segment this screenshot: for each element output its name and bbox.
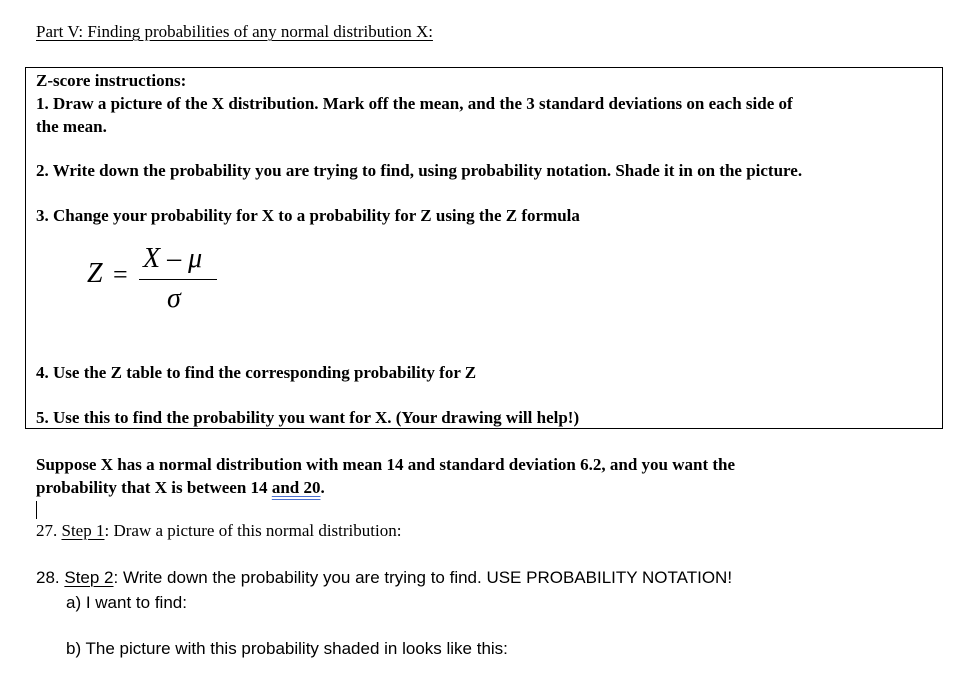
instructions-box [25,67,943,429]
formula-z: Z [87,258,103,289]
problem-line-2 [36,478,325,498]
problem-line-2-underlined: and 20 [271,478,321,497]
question-27-text: : Draw a picture of this normal distribution: [104,521,402,540]
problem-line-2-suffix: . [320,478,325,497]
problem-line-2-prefix: probability that X is between 14 [36,478,272,497]
question-28-number: 28. [36,568,65,587]
text-cursor [36,501,37,519]
instruction-step-3: 3. Change your probability for X to a probability for Z using the Z formula [36,206,580,225]
formula-equals: = [113,260,128,289]
formula-numerator: X – μ [143,243,203,274]
instructions-heading: Z-score instructions: [36,71,187,90]
problem-line-1: Suppose X has a normal distribution with mean 14 and standard deviation 6.2, and you want the [36,455,736,474]
question-28-text: : Write down the probability you are trying to find. USE PROBABILITY NOTATION! [113,568,733,587]
question-28-item-a: a) I want to find: [66,593,187,612]
question-28-item-b: b) The picture with this probability shaded in looks like this: [66,639,508,658]
instruction-step-4: 4. Use the Z table to find the corresponding probability for Z [36,363,477,382]
question-27-step: Step 1 [61,521,105,540]
section-title: Part V: Finding probabilities of any normal distribution X: [36,22,433,41]
question-28 [36,568,732,588]
instruction-step-1-cont: the mean. [36,117,107,136]
instruction-step-2: 2. Write down the probability you are trying to find, using probability notation. Shade it in on the picture. [36,161,803,180]
question-28-step: Step 2 [64,568,114,587]
question-27-number: 27. [36,521,62,540]
formula-denominator: σ [167,283,181,314]
instruction-step-5: 5. Use this to find the probability you want for X. (Your drawing will help!) [36,408,580,427]
question-27 [36,521,401,541]
instruction-step-1: 1. Draw a picture of the X distribution. Mark off the mean, and the 3 standard deviations on each side of [36,94,793,113]
formula-fraction-bar [139,279,217,280]
